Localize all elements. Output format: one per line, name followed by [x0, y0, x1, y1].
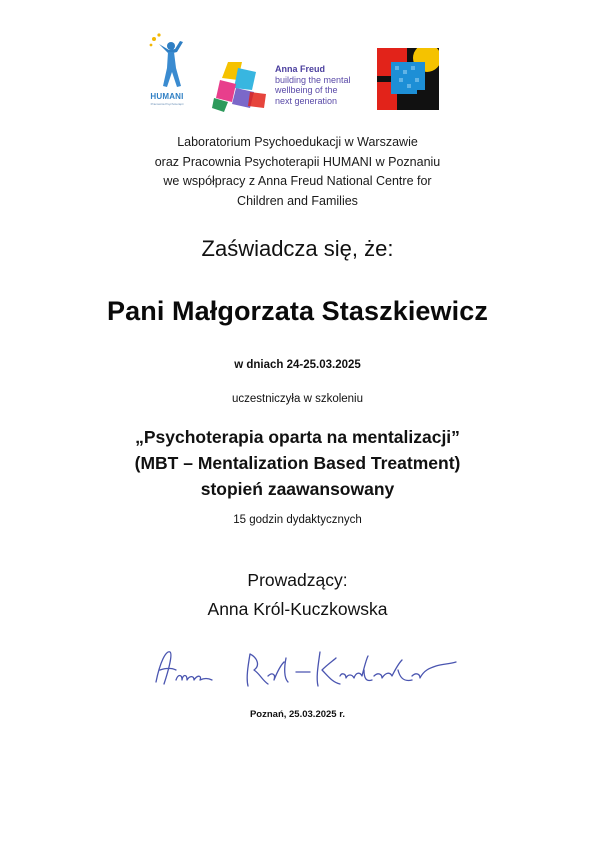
course-title-line-1: „Psychoterapia oparta na mentalizacji”	[135, 427, 460, 447]
humani-label: HUMANI	[150, 92, 184, 101]
organizer-line-4: Children and Families	[237, 193, 358, 208]
organizers-block	[0, 133, 595, 211]
signature-image	[150, 640, 470, 700]
humani-logo	[145, 32, 189, 112]
lead-name: Anna Król-Kuczkowska	[207, 599, 388, 619]
humani-figure-icon	[145, 32, 189, 92]
organizer-line-3: we współpracy z Anna Freud National Centre for	[163, 174, 432, 188]
course-title-line-2: (MBT – Mentalization Based Treatment)	[134, 453, 461, 473]
training-dates: w dniach 24-25.03.2025	[234, 359, 361, 371]
anna-freud-name: Anna Freud	[275, 64, 326, 74]
anna-freud-tagline-3: next generation	[275, 95, 338, 106]
anna-freud-tagline-1: building the mental	[275, 74, 351, 85]
course-title	[0, 424, 595, 502]
mosaic-logo-icon	[377, 48, 439, 110]
participation-text: uczestniczyła w szkoleniu	[231, 393, 364, 405]
laboratorium-logo	[377, 48, 439, 110]
certifies-heading: Zaświadcza się, że:	[201, 236, 394, 261]
humani-tagline: Pracownia Psychoterapii	[150, 102, 184, 106]
recipient-name: Pani Małgorzata Staszkiewicz	[107, 296, 488, 326]
anna-freud-text	[275, 64, 351, 106]
organizer-line-2: oraz Pracownia Psychoterapii HUMANI w Poznaniu	[154, 154, 441, 169]
anna-freud-tagline-2: wellbeing of the	[275, 85, 338, 95]
course-title-line-3: stopień zaawansowany	[200, 479, 395, 499]
lead-label: Prowadzący:	[247, 570, 348, 590]
signature	[150, 640, 470, 700]
place-and-date: Poznań, 25.03.2025 r.	[249, 709, 346, 720]
anna-freud-mark-icon	[212, 58, 272, 114]
anna-freud-logo	[212, 58, 362, 114]
course-hours: 15 godzin dydaktycznych	[233, 514, 362, 526]
organizer-line-1: Laboratorium Psychoedukacji w Warszawie	[177, 135, 418, 149]
